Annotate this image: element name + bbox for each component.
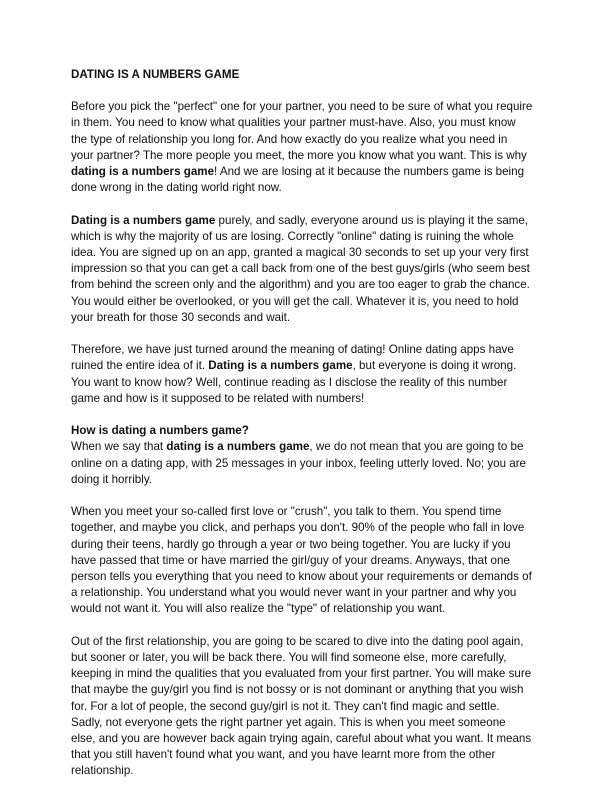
- paragraph-4-bold: dating is a numbers game: [166, 440, 310, 454]
- paragraph-2-text-c: purely, and sadly, everyone around us is playing it the same, which is why the majority of us are losing. Correctly "online" dating is ruining the whole idea. You are signed up on an app, granted a magical 30 seconds to set up your very first impression so that you can get a call back from one of the best guys/girls (who seem best from behind the screen only and the algorithm) and you are too eager to grab the chance. You would either be overlooked, or you will get the call. Whatever it is, you need to hold your breath for those 30 seconds and wait.: [71, 213, 530, 324]
- paragraph-1: [71, 99, 533, 196]
- paragraph-1-text-a: Before you pick the "perfect" one for your partner, you need to be sure of what you require in them. You need to know what qualities your partner must-have. Also, you must know the type of relationship you long for. And how exactly do you realize what you need in your partner? The more people you meet, the more you know what you want. This is why: [71, 100, 533, 162]
- paragraph-3-bold: Dating is a numbers game: [208, 359, 353, 373]
- paragraph-3-text-a: Therefore, we have just turned around the meaning of dating! Online dating apps have ruined the entire idea of it.: [71, 343, 514, 373]
- document-page: [71, 67, 533, 796]
- paragraph-4: [71, 439, 533, 488]
- paragraph-2-bold: Dating is a numbers game: [71, 213, 216, 227]
- paragraph-3-text-c: , but everyone is doing it wrong. You want to know how? Well, continue reading as I disclose the reality of this number game and how is it supposed to be related with numbers!: [71, 359, 517, 405]
- paragraph-1-bold: dating is a numbers game: [71, 165, 215, 179]
- section-subheading: How is dating a numbers game?: [71, 424, 249, 438]
- paragraph-1-text-c: ! And we are losing at it because the numbers game is being done wrong in the dating world right now.: [71, 165, 525, 195]
- paragraph-2: [71, 213, 533, 326]
- paragraph-6: Out of the first relationship, you are going to be scared to dive into the dating pool again, but sooner or later, you will be back there. You will find someone else, more carefully, keeping in mind the qualities that you evaluated from your first partner. You will make sure that maybe the guy/girl you find is not bossy or is not dominant or anything that you wish for. For a lot of people, the second guy/girl is not it. They can't find magic and settle. Sadly, not everyone gets the right partner yet again. This is when you meet someone else, and you are however back again trying again, careful about what you want. It means that you still haven't found what you want, and you have learnt more from the other relationship.: [71, 634, 532, 778]
- paragraph-4-text-a: When we say that: [71, 440, 167, 454]
- paragraph-3: [71, 342, 533, 407]
- document-title: DATING IS A NUMBERS GAME: [71, 68, 240, 81]
- paragraph-4-text-c: , we do not mean that you are going to be online on a dating app, with 25 messages in your inbox, feeling utterly loved. No; you are doing it horribly.: [71, 440, 527, 486]
- paragraph-5: When you meet your so-called first love or "crush", you talk to them. You spend time together, and maybe you click, and perhaps you don't. 90% of the people who fall in love during their teens, hardly go through a year or two being together. You are lucky if you have passed that time or have married the girl/guy of your dreams. Anyways, that one person tells you everything that you need to know about your requirements or demands of a relationship. You understand what you would never want in your partner and why you would not want it. You will also realize the "type" of relationship you want.: [71, 505, 532, 616]
